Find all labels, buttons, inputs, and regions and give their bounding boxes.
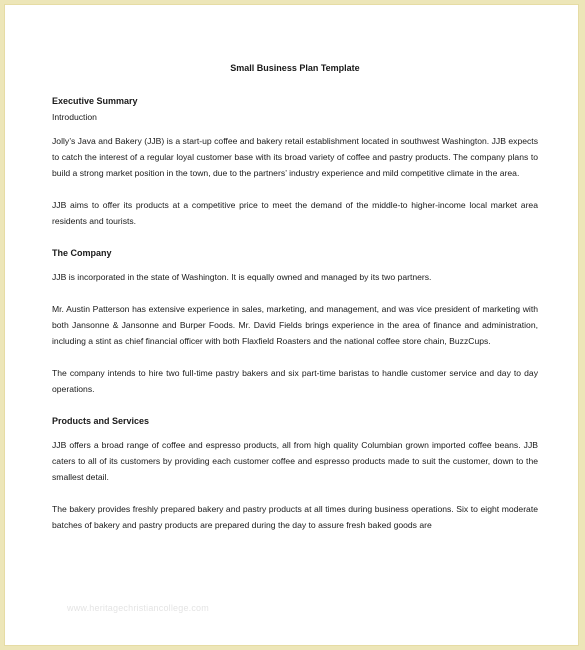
section-heading-executive-summary: Executive Summary <box>52 96 138 106</box>
watermark-text: www.heritagechristiancollege.com <box>67 603 209 613</box>
document-content <box>52 60 538 549</box>
paragraph-products-2: The bakery provides freshly prepared bakery and pastry products at all times during business operations. Six to eight moderate batches of bakery and pastry products are prepared during the day to assure fresh baked goods are <box>52 504 538 530</box>
document-page <box>4 4 579 646</box>
subheading-introduction: Introduction <box>52 112 97 122</box>
paragraph-company-2: Mr. Austin Patterson has extensive experience in sales, marketing, and management, and was vice president of marketing with both Jansonne & Jansonne and Burper Foods. Mr. David Fields brings experience in the area of finance and administration, including a stint as chief financial officer with both Flaxfield Roasters and the national coffee store chain, BuzzCups. <box>52 304 538 346</box>
section-heading-products-and-services: Products and Services <box>52 416 150 426</box>
section-heading-the-company: The Company <box>52 248 112 258</box>
paragraph-intro-1: Jolly’s Java and Bakery (JJB) is a start-up coffee and bakery retail establishment located in southwest Washington. JJB expects to catch the interest of a regular loyal customer base with its broad variety of coffee and pastry products. The company plans to build a strong market position in the town, due to the partners’ industry experience and mild competitive climate in the area. <box>52 136 538 178</box>
document-title: Small Business Plan Template <box>230 63 360 73</box>
paragraph-company-3: The company intends to hire two full-time pastry bakers and six part-time baristas to handle customer service and day to day operations. <box>52 368 538 394</box>
paragraph-company-1: JJB is incorporated in the state of Washington. It is equally owned and managed by its two partners. <box>52 272 432 282</box>
paragraph-intro-2: JJB aims to offer its products at a competitive price to meet the demand of the middle-to higher-income local market area residents and tourists. <box>52 200 538 226</box>
paragraph-products-1: JJB offers a broad range of coffee and espresso products, all from high quality Columbian grown imported coffee beans. JJB caters to all of its customers by providing each customer coffee and espresso products made to suit the customer, down to the smallest detail. <box>52 440 538 482</box>
